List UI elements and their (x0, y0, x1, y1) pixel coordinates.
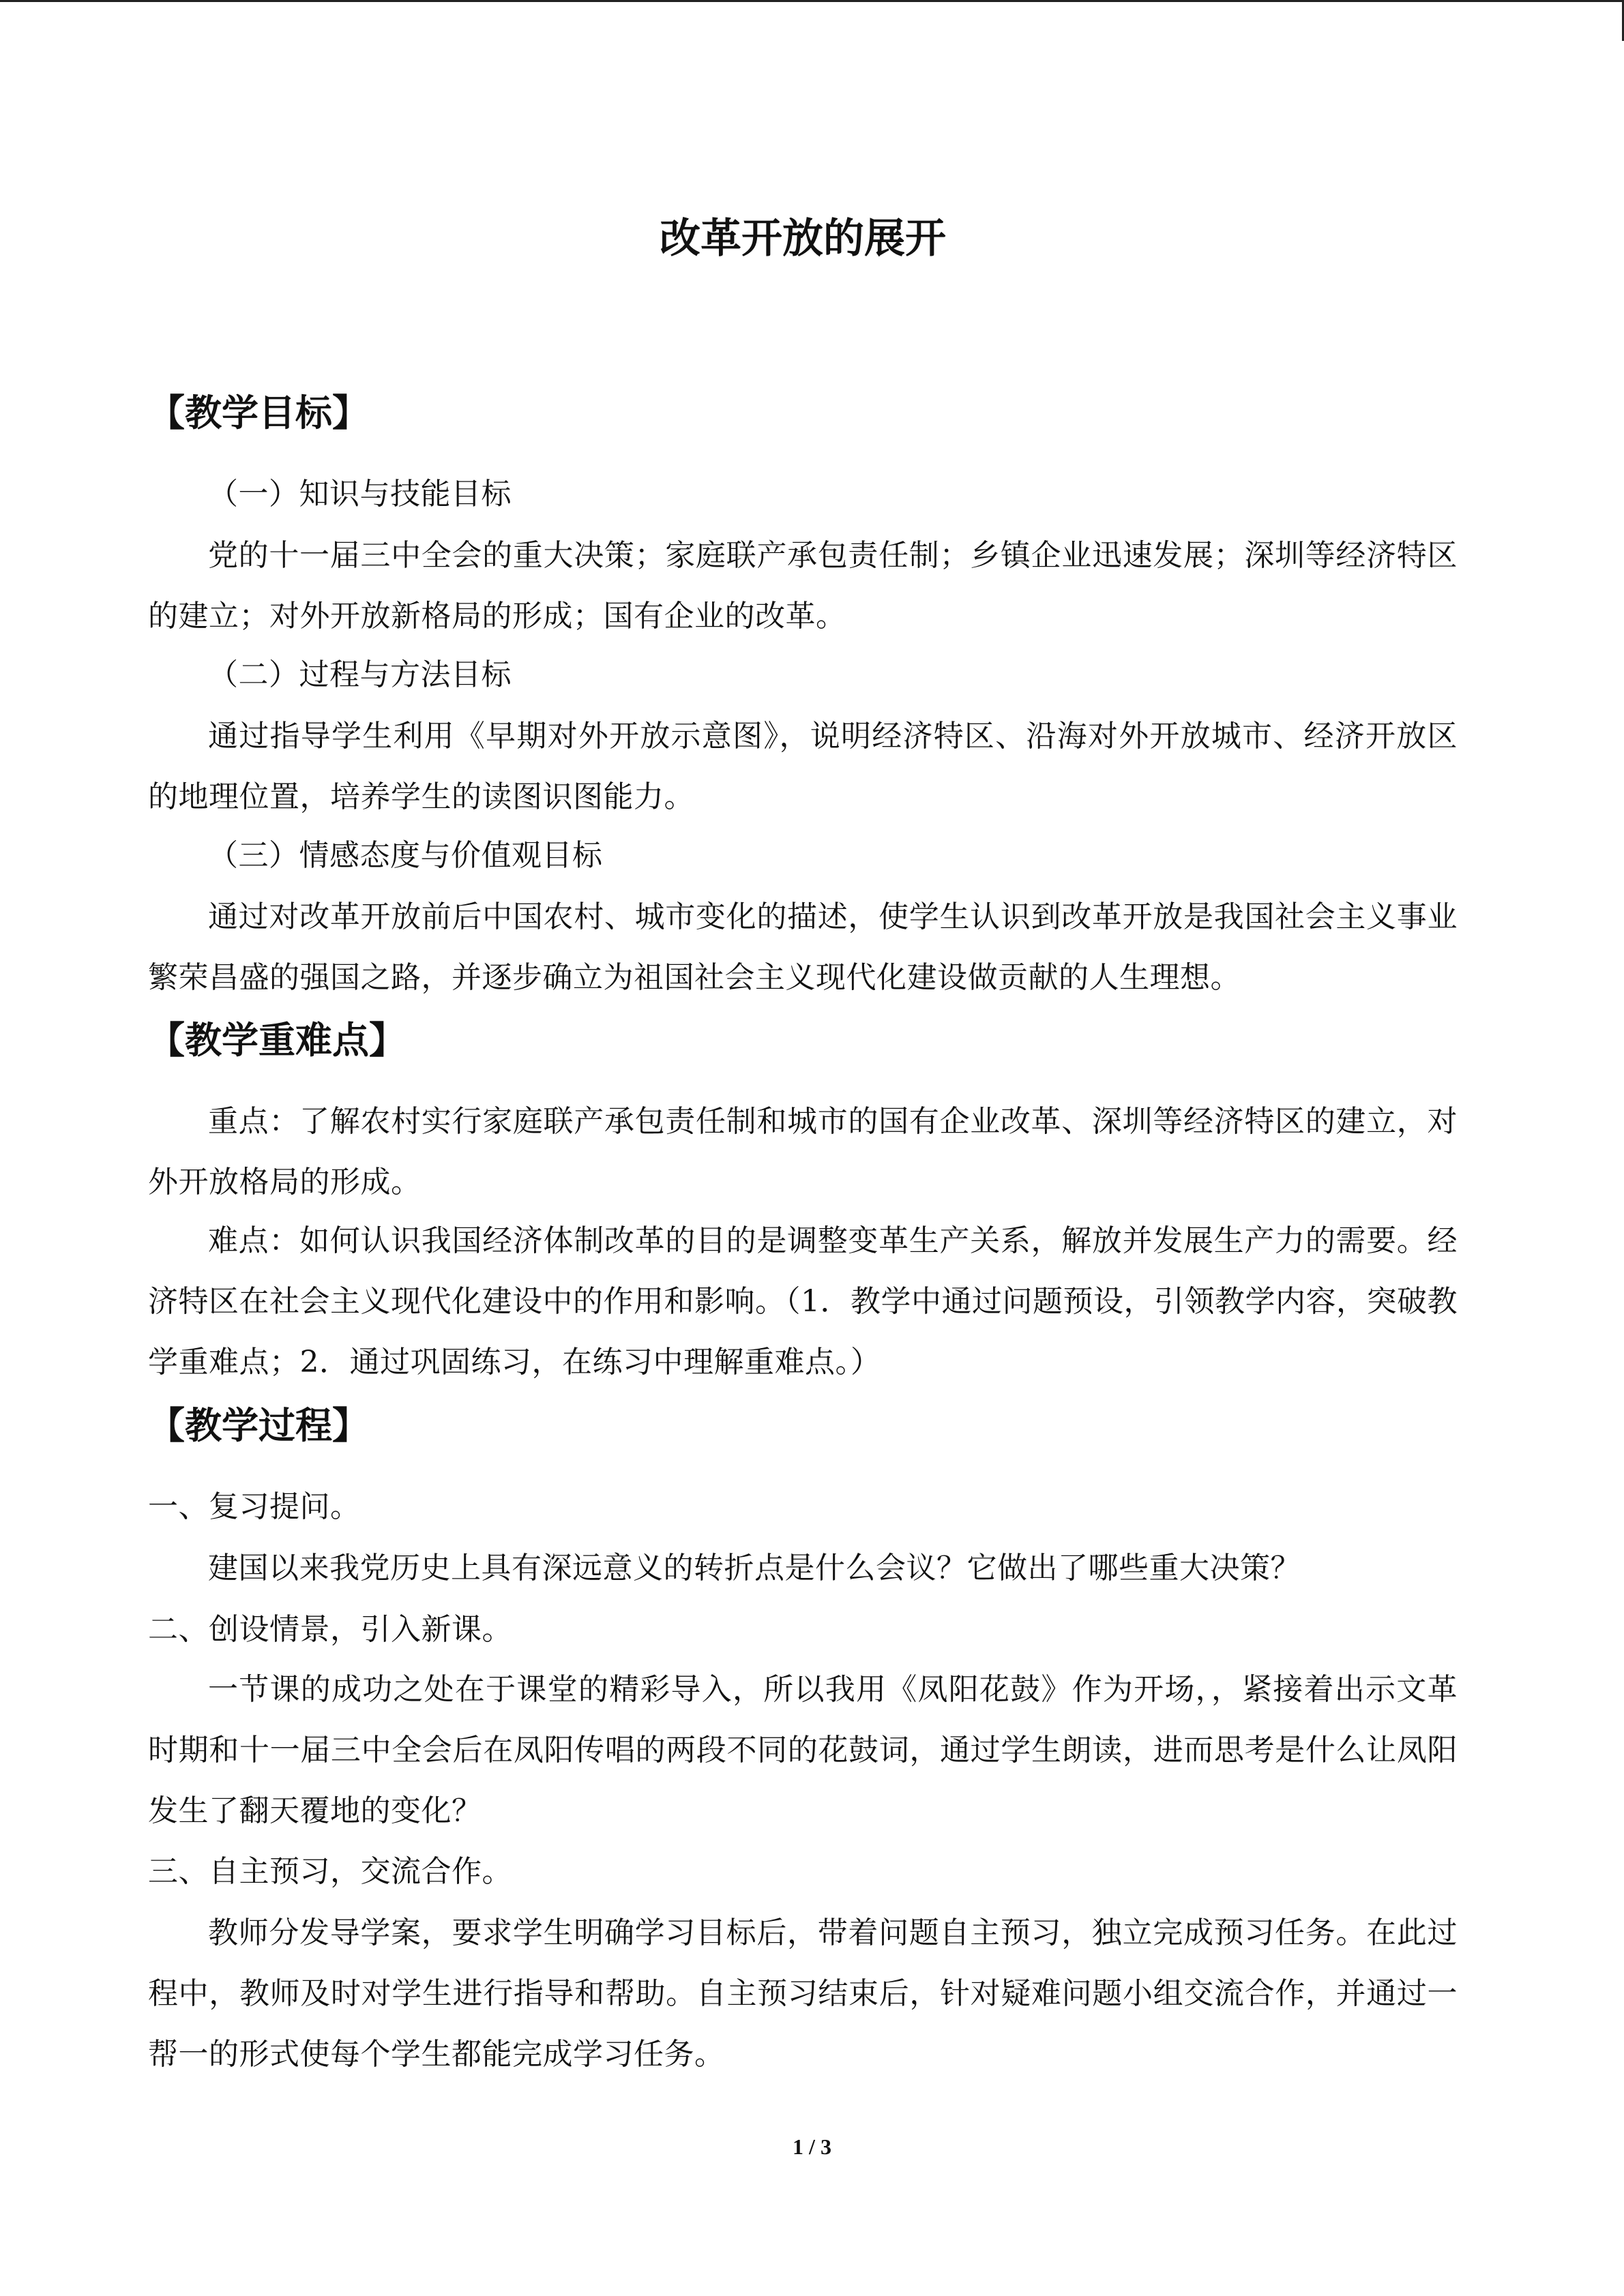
key-points-difficulty-text: 难点：如何认识我国经济体制改革的目的是调整变革生产关系，解放并发展生产力的需要。经济特区在社会主义现代化建设中的作用和影响。（1．教学中通过问题预设，引领教学内容，突破教学重难点；2．通过巩固练习，在练习中理解重难点。） (148, 1223, 1458, 1380)
heading-key-points: 【教学重难点】 (148, 1018, 406, 1062)
page-number: 1 / 3 (793, 2134, 831, 2159)
objectives-process-text: 通过指导学生利用《早期对外开放示意图》，说明经济特区、沿海对外开放城市、经济开放区的地理位置，培养学生的读图识图能力。 (148, 719, 1458, 814)
objectives-sub-process: （二）过程与方法目标 (208, 657, 512, 692)
objectives-sub-knowledge: （一）知识与技能目标 (208, 477, 512, 511)
page-top-border (0, 0, 1624, 2)
process-step-1-text: 建国以来我党历史上具有深远意义的转折点是什么会议？它做出了哪些重大决策？ (208, 1551, 1301, 1585)
objectives-sub-values: （三）情感态度与价值观目标 (208, 838, 603, 873)
document-title: 改革开放的展开 (660, 215, 946, 263)
process-step-1: 一、复习提问。 (148, 1489, 361, 1524)
objectives-values-text: 通过对改革开放前后中国农村、城市变化的描述，使学生认识到改革开放是我国社会主义事业繁荣昌盛的强国之路，并逐步确立为祖国社会主义现代化建设做贡献的人生理想。 (148, 899, 1458, 995)
process-step-2: 二、创设情景，引入新课。 (148, 1612, 512, 1647)
key-points-focus-text: 重点：了解农村实行家庭联产承包责任制和城市的国有企业改革、深圳等经济特区的建立，对外开放格局的形成。 (148, 1104, 1458, 1199)
heading-objectives: 【教学目标】 (148, 391, 369, 434)
process-step-3-text: 教师分发导学案，要求学生明确学习目标后，带着问题自主预习，独立完成预习任务。在此过程中，教师及时对学生进行指导和帮助。自主预习结束后，针对疑难问题小组交流合作，并通过一帮一的形式使每个学生都能完成学习任务。 (148, 1915, 1458, 2072)
heading-process: 【教学过程】 (148, 1403, 369, 1447)
objectives-knowledge-text: 党的十一届三中全会的重大决策；家庭联产承包责任制；乡镇企业迅速发展；深圳等经济特区的建立；对外开放新格局的形成；国有企业的改革。 (148, 538, 1458, 633)
process-step-2-text: 一节课的成功之处在于课堂的精彩导入，所以我用《凤阳花鼓》作为开场，，紧接着出示文革时期和十一届三中全会后在凤阳传唱的两段不同的花鼓词，通过学生朗读，进而思考是什么让凤阳发生了翻天覆地的变化？ (148, 1672, 1458, 1828)
process-step-3: 三、自主预习，交流合作。 (148, 1854, 512, 1889)
